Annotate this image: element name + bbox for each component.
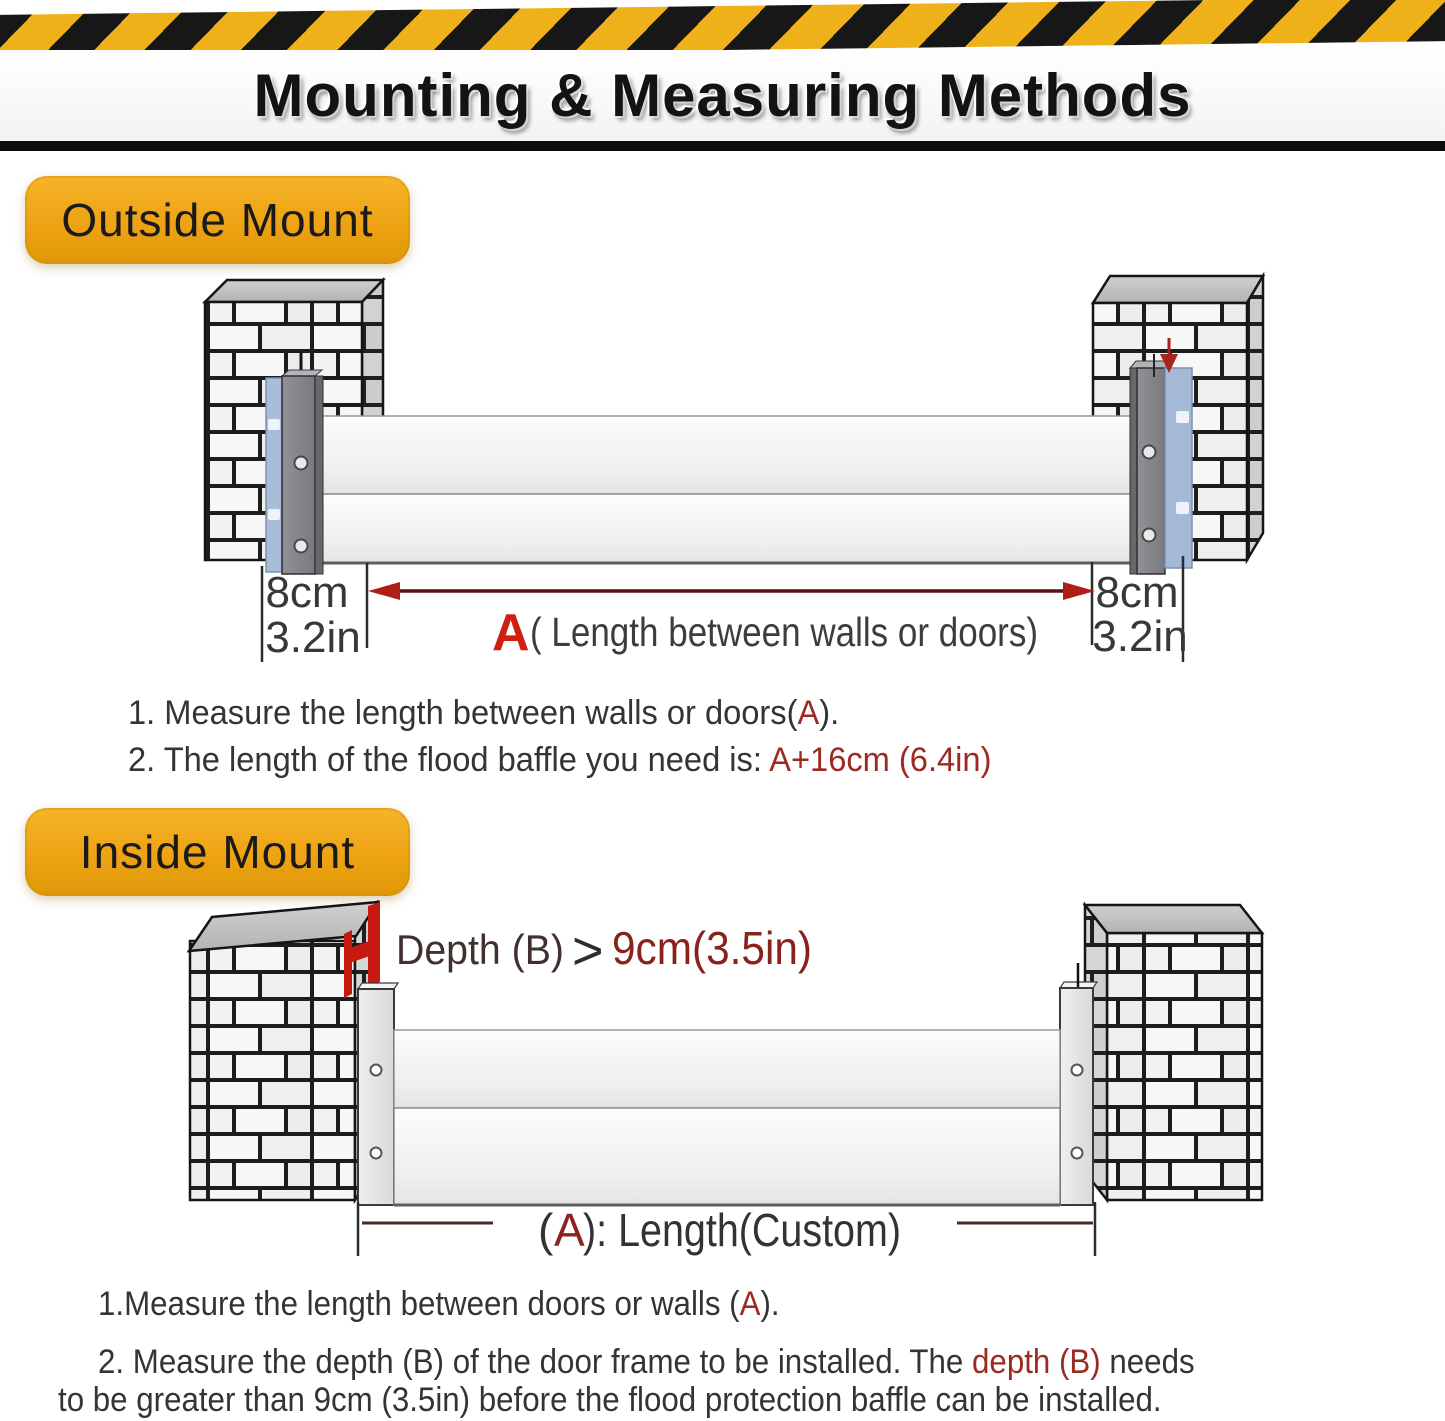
step-text: 1.Measure the length between doors or walls ( <box>98 1285 740 1323</box>
span-caption: ( Length between walls or doors) <box>530 609 1038 655</box>
strip-rivet <box>1176 502 1189 514</box>
inside-mount-badge-label: Inside Mount <box>79 826 356 878</box>
channel-edge <box>315 376 323 574</box>
right-mounting-channel <box>1060 982 1097 1205</box>
step-accent: A <box>739 1285 761 1323</box>
step-text: 2. Measure the depth (B) of the door frame to be installed. The <box>98 1343 973 1381</box>
right-wall-pillar <box>1085 905 1262 1200</box>
span-letter: A <box>492 604 530 662</box>
flood-barrier <box>322 416 1131 563</box>
inside-mount-badge <box>25 808 410 896</box>
right-wall-strip <box>1165 368 1192 568</box>
channel-screw-hole <box>371 1148 382 1159</box>
page-title: Mounting & Measuring Methods <box>253 62 1192 129</box>
length-label-letter: A <box>554 1204 585 1256</box>
outside-mount-badge-label: Outside Mount <box>61 194 374 246</box>
channel-edge <box>1130 368 1137 574</box>
strip-rivet <box>268 509 280 520</box>
pillar-top-face <box>1085 905 1262 933</box>
channel-screw-hole <box>1072 1065 1083 1076</box>
channel-screw-hole <box>295 457 308 470</box>
depth-label: Depth (B) <box>396 926 564 973</box>
pillar-front-face <box>190 941 355 1200</box>
inside-step-2-line-1 <box>98 1343 1195 1382</box>
step-text: to be greater than 9cm (3.5in) before the flood protection baffle can be installed. <box>58 1381 1162 1419</box>
step-text: ). <box>760 1285 780 1323</box>
channel-screw-hole <box>1072 1148 1083 1159</box>
strip-rivet <box>268 419 280 430</box>
gap-label-left-cm: 8cm <box>265 568 349 617</box>
outside-mount-diagram <box>0 262 1445 668</box>
barrier-panel-lower <box>322 494 1131 563</box>
inside-step-1 <box>98 1285 780 1324</box>
dimension-arrowhead-right <box>1063 582 1095 600</box>
pillar-side-shade <box>1247 276 1263 560</box>
channel-body <box>1060 988 1093 1205</box>
left-wall-strip <box>266 378 282 572</box>
barrier-panel-upper <box>322 416 1131 494</box>
dimension-arrowhead-left <box>368 582 400 600</box>
channel-body <box>1137 368 1165 574</box>
channel-top-bevel <box>282 370 322 376</box>
step-text: ). <box>819 694 840 732</box>
gap-label-left-in: 3.2in <box>265 613 361 662</box>
barrier-panel-lower <box>394 1108 1060 1205</box>
dimension-group <box>358 1202 1095 1256</box>
outside-step-1 <box>128 694 839 733</box>
length-label-rest: ): Length(Custom) <box>583 1204 901 1256</box>
step-accent: depth (B) <box>972 1343 1101 1381</box>
strip-rivet <box>1176 411 1189 423</box>
step-accent: A+16cm (6.4in) <box>769 741 992 779</box>
left-mounting-channel <box>358 983 398 1205</box>
outside-step-2 <box>128 741 991 780</box>
step-text: needs <box>1100 1343 1195 1381</box>
inside-mount-diagram <box>0 900 1445 1265</box>
channel-screw-hole <box>371 1065 382 1076</box>
channel-screw-hole <box>1143 446 1156 459</box>
gap-label-right-cm: 8cm <box>1095 568 1179 617</box>
pillar-top-face <box>1093 276 1263 303</box>
channel-screw-hole <box>295 540 308 553</box>
step-text: 2. The length of the flood baffle you need is: <box>128 741 770 779</box>
dimension-group <box>262 556 1188 662</box>
left-mounting-channel <box>282 370 323 574</box>
pillar-front-face <box>1107 933 1262 1200</box>
depth-annotation <box>396 921 812 981</box>
flood-barrier <box>394 1030 1060 1205</box>
title-banner <box>0 50 1445 141</box>
title-underline-bar <box>0 141 1445 151</box>
depth-value: 9cm(3.5in) <box>612 922 812 974</box>
gap-label-right-in: 3.2in <box>1092 612 1188 661</box>
length-label-open: ( <box>538 1204 554 1256</box>
step-accent: A <box>797 694 820 732</box>
channel-screw-hole <box>1143 529 1156 542</box>
outside-mount-badge <box>25 176 410 264</box>
depth-symbol: > <box>572 921 604 981</box>
barrier-panel-upper <box>394 1030 1060 1108</box>
pillar-top-face <box>205 280 383 302</box>
step-text: 1. Measure the length between walls or doors( <box>128 694 798 732</box>
channel-body <box>358 989 394 1205</box>
inside-step-2-line-2 <box>58 1381 1162 1420</box>
